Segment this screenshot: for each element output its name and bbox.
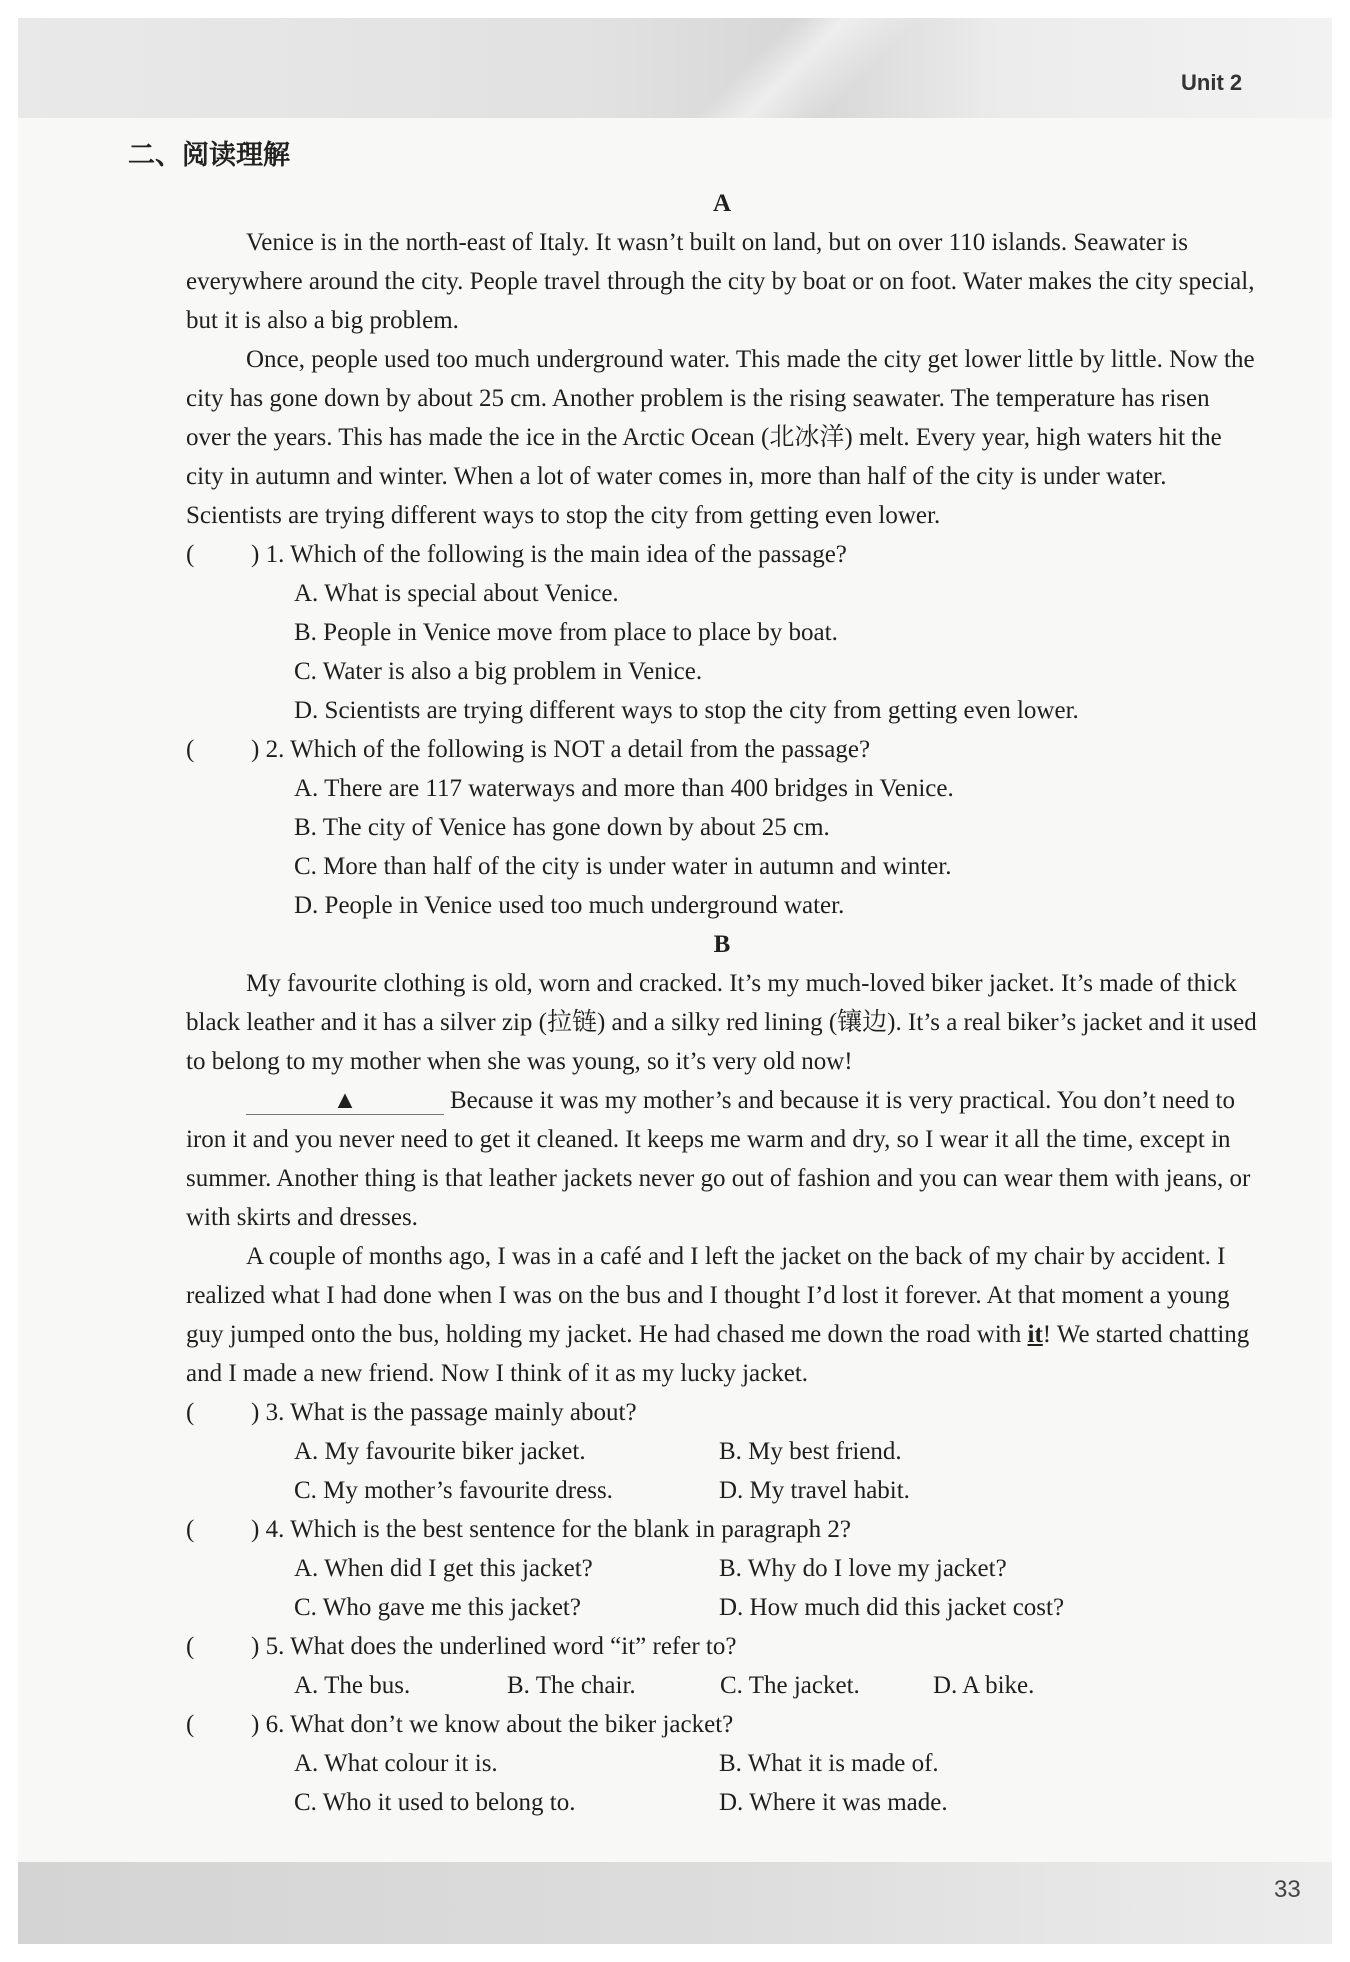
paragraph-2-text: Because it was my mother’s and because it is very practical. You don’t need to iron it and you never need to get it cleaned. It keeps me warm and dry, so I wear it all the time, except in summer. Another thing is that leather jackets never go out of fashion and you can wear them with jeans, or with skirts and dresses. [186, 1087, 1251, 1231]
option-b: B. People in Venice move from place to place by boat. [294, 619, 838, 646]
option-b: B. What it is made of. [719, 1750, 939, 1777]
option-d: D. People in Venice used too much underground water. [294, 892, 845, 919]
passage-b-paragraph-1: My favourite clothing is old, worn and cracked. It’s my much-loved biker jacket. It’s made of thick black leather and it has a silver zip (拉链) and a silky red lining (镶边). It’s a real biker’s jacket and it used to belong to my mother when she was young, so it’s very old now! [186, 970, 1257, 1075]
option-d: D. Scientists are trying different ways to stop the city from getting even lower. [294, 697, 1079, 724]
answer-bracket[interactable]: ( [186, 541, 195, 568]
option-c: C. Water is also a big problem in Venice. [294, 658, 703, 685]
option-a: A. There are 117 waterways and more than 400 bridges in Venice. [294, 775, 954, 802]
question-text: ) 1. Which of the following is the main idea of the passage? [251, 541, 847, 568]
answer-blank[interactable] [246, 1088, 444, 1115]
question-6-options [186, 1744, 1258, 1822]
question-1-options [186, 574, 1258, 730]
option-c: C. More than half of the city is under water in autumn and winter. [294, 853, 952, 880]
footer-band [18, 1862, 1332, 1944]
question-2-options [186, 769, 1258, 925]
question-4-options [186, 1549, 1258, 1627]
options-row [294, 1432, 1258, 1471]
question-3-options [186, 1432, 1258, 1510]
question-3 [186, 1393, 1258, 1432]
option-c: C. The jacket. [720, 1672, 860, 1699]
answer-bracket[interactable]: ( [186, 1516, 195, 1543]
question-5 [186, 1627, 1258, 1666]
question-text: ) 6. What don’t we know about the biker jacket? [251, 1711, 734, 1738]
question-1 [186, 535, 1258, 574]
question-4 [186, 1510, 1258, 1549]
option-b: B. Why do I love my jacket? [719, 1555, 1007, 1582]
options-row [294, 1549, 1258, 1588]
paragraph-3-text-end: ! We started chatting and I made a new friend. Now I think of it as my lucky jacket. [186, 1321, 1250, 1387]
unit-label: Unit 2 [1181, 70, 1243, 95]
option-b: B. My best friend. [719, 1438, 902, 1465]
option-a: A. The bus. [294, 1672, 411, 1699]
paragraph-3-text-start: A couple of months ago, I was in a café and I left the jacket on the back of my chair by accident. I realized what I had done when I was on the bus and I thought I’d lost it forever. At that moment a young guy jumped onto the bus, holding my jacket. He had chased me down the road with [186, 1243, 1230, 1348]
answer-bracket[interactable]: ( [186, 1399, 195, 1426]
question-2 [186, 730, 1258, 769]
section-title: 二、阅读理解 [128, 140, 290, 171]
page-number: 33 [1274, 1876, 1301, 1903]
option-d: D. Where it was made. [719, 1789, 948, 1816]
passage-a-heading: A [712, 190, 732, 217]
header-decoration [560, 18, 980, 118]
options-row [294, 1783, 1258, 1822]
option-a: A. What colour it is. [294, 1750, 498, 1777]
passage-b-paragraph-3 [186, 1237, 1258, 1393]
question-text: ) 2. Which of the following is NOT a detail from the passage? [251, 736, 871, 763]
option-d: D. A bike. [933, 1672, 1035, 1699]
options-row [294, 1588, 1258, 1627]
passage-b-paragraph-2 [186, 1081, 1258, 1237]
answer-bracket[interactable]: ( [186, 1711, 195, 1738]
option-a: A. My favourite biker jacket. [294, 1438, 586, 1465]
blank-triangle-icon: ▲ [332, 1087, 358, 1114]
option-b: B. The city of Venice has gone down by about 25 cm. [294, 814, 830, 841]
option-d: D. My travel habit. [719, 1477, 910, 1504]
option-c: C. My mother’s favourite dress. [294, 1477, 613, 1504]
option-a: A. When did I get this jacket? [294, 1555, 593, 1582]
answer-bracket[interactable]: ( [186, 1633, 195, 1660]
option-c: C. Who gave me this jacket? [294, 1594, 581, 1621]
option-a: A. What is special about Venice. [294, 580, 619, 607]
question-5-options [186, 1666, 1258, 1705]
option-d: D. How much did this jacket cost? [719, 1594, 1065, 1621]
answer-bracket[interactable]: ( [186, 736, 195, 763]
passage-b-heading: B [713, 931, 731, 958]
passage-a-paragraph-2: Once, people used too much underground water. This made the city get lower little by little. Now the city has gone down by about 25 cm. Another problem is the rising seawater. The temperature has risen over the years. This has made the ice in the Arctic Ocean (北冰洋) melt. Every year, high waters hit the city in autumn and winter. When a lot of water comes in, more than half of the city is under water. Scientists are trying different ways to stop the city from getting even lower. [186, 346, 1255, 529]
question-text: ) 5. What does the underlined word “it” refer to? [251, 1633, 737, 1660]
options-row [294, 1744, 1258, 1783]
main-content [186, 184, 1258, 1822]
question-6 [186, 1705, 1258, 1744]
options-row [294, 1471, 1258, 1510]
option-c: C. Who it used to belong to. [294, 1789, 576, 1816]
underlined-word: it [1027, 1321, 1043, 1348]
question-text: ) 4. Which is the best sentence for the blank in paragraph 2? [251, 1516, 852, 1543]
options-row [294, 1666, 1258, 1705]
passage-a-paragraph-1: Venice is in the north-east of Italy. It wasn’t built on land, but on over 110 islands. Seawater is everywhere around the city. People travel through the city by boat or on foot. Water makes the city special, but it is also a big problem. [186, 229, 1255, 334]
question-text: ) 3. What is the passage mainly about? [251, 1399, 637, 1426]
option-b: B. The chair. [507, 1672, 636, 1699]
